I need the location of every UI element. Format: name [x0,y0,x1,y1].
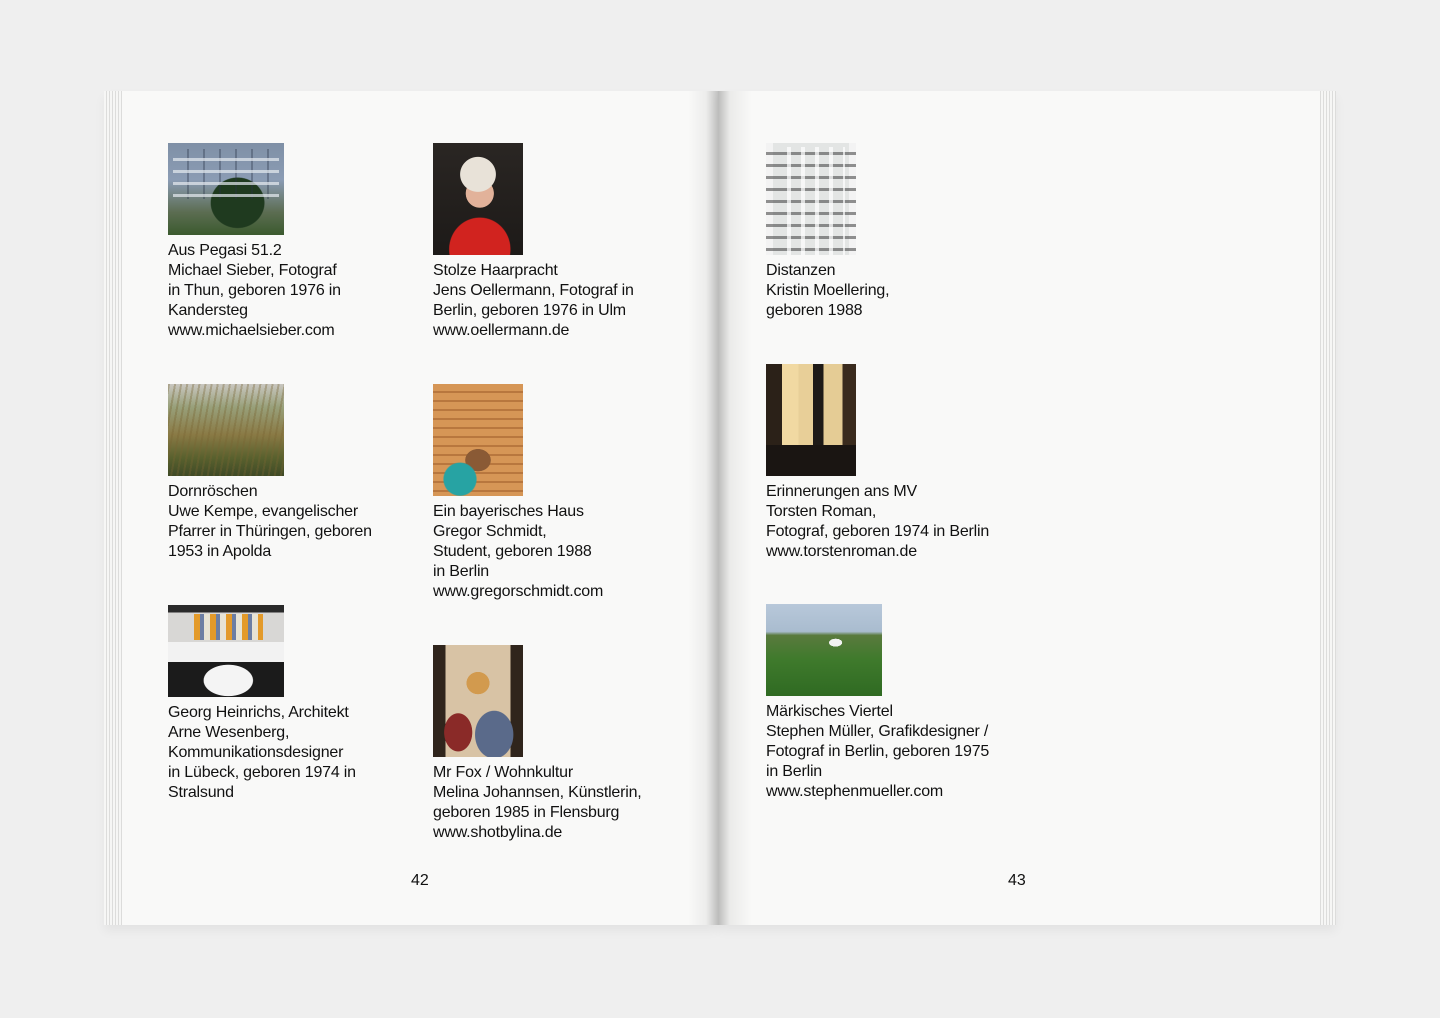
caption-line: Fotograf, geboren 1974 in Berlin [766,523,990,540]
photo-caption [168,703,356,803]
photo-reeds-path-icon [168,384,284,476]
caption-line: Uwe Kempe, evangelischer [168,503,358,520]
caption-line: Student, geboren 1988 [433,543,592,560]
caption-line: Stephen Müller, Grafikdesigner / [766,723,989,740]
photo-entry [766,143,889,321]
work-title: Erinnerungen ans MV [766,483,917,500]
photo-entry [766,364,989,562]
work-title: Aus Pegasi 51.2 [168,242,282,259]
photo-hallway-icon [766,364,856,476]
photo-caption [766,702,989,802]
work-title: Mr Fox / Wohnkultur [433,764,573,781]
page-edges [104,91,122,925]
photo-entry [433,384,603,602]
work-title: Märkisches Viertel [766,703,893,720]
caption-line: in Thun, geboren 1976 in [168,282,341,299]
caption-line: Jens Oellermann, Fotograf in [433,282,634,299]
photo-caption [433,261,634,341]
caption-line: Pfarrer in Thüringen, geboren [168,523,372,540]
photo-apartment-tower-icon [766,143,856,255]
caption-line: geboren 1985 in Flensburg [433,804,620,821]
caption-line: geboren 1988 [766,302,863,319]
website-link[interactable]: www.shotbylina.de [433,824,563,841]
right-page [718,91,1336,925]
work-title: Dornröschen [168,483,258,500]
gutter-shadow [718,91,752,925]
book-spread [104,91,1336,925]
photo-entry [168,605,356,803]
caption-line: Fotograf in Berlin, geboren 1975 [766,743,990,760]
photo-green-field-icon [766,604,882,696]
page-edges [1320,91,1336,925]
photo-caption [433,502,603,602]
caption-line: Michael Sieber, Fotograf [168,262,337,279]
photo-caption [766,482,989,562]
caption-line: Gregor Schmidt, [433,523,547,540]
work-title: Ein bayerisches Haus [433,503,584,520]
caption-line: in Berlin [766,763,823,780]
work-title: Distanzen [766,262,836,279]
website-link[interactable]: www.stephenmueller.com [766,783,944,800]
caption-line: Kristin Moellering, [766,282,890,299]
page-number-right: 43 [1008,872,1026,889]
photo-wood-interior-icon [433,384,523,496]
photo-entry [168,384,372,562]
photo-portrait-woman-icon [433,143,523,255]
caption-line: Arne Wesenberg, [168,724,290,741]
caption-line: in Berlin [433,563,490,580]
gutter-shadow [688,91,718,925]
photo-highrise-tree-icon [168,143,284,235]
photo-caption [168,241,341,341]
caption-line: Berlin, geboren 1976 in Ulm [433,302,626,319]
photo-entry [168,143,341,341]
photo-caption [766,261,889,321]
photo-kitchen-shelf-icon [168,605,284,697]
caption-line: 1953 in Apolda [168,543,272,560]
photo-entry [433,143,634,341]
photo-entry [433,645,642,843]
caption-line: Kandersteg [168,302,248,319]
website-link[interactable]: www.michaelsieber.com [168,322,335,339]
work-title: Stolze Haarpracht [433,262,558,279]
caption-line: Torsten Roman, [766,503,877,520]
caption-line: Kommunikationsdesigner [168,744,344,761]
page-number-left: 42 [411,872,429,889]
photo-entry [766,604,989,802]
photo-living-room-icon [433,645,523,757]
caption-line: in Lübeck, geboren 1974 in [168,764,356,781]
website-link[interactable]: www.torstenroman.de [766,543,917,560]
left-page [104,91,718,925]
caption-line: Stralsund [168,784,234,801]
work-title: Georg Heinrichs, Architekt [168,704,349,721]
photo-caption [168,482,372,562]
website-link[interactable]: www.oellermann.de [433,322,570,339]
caption-line: Melina Johannsen, Künstlerin, [433,784,642,801]
photo-caption [433,763,642,843]
website-link[interactable]: www.gregorschmidt.com [433,583,604,600]
